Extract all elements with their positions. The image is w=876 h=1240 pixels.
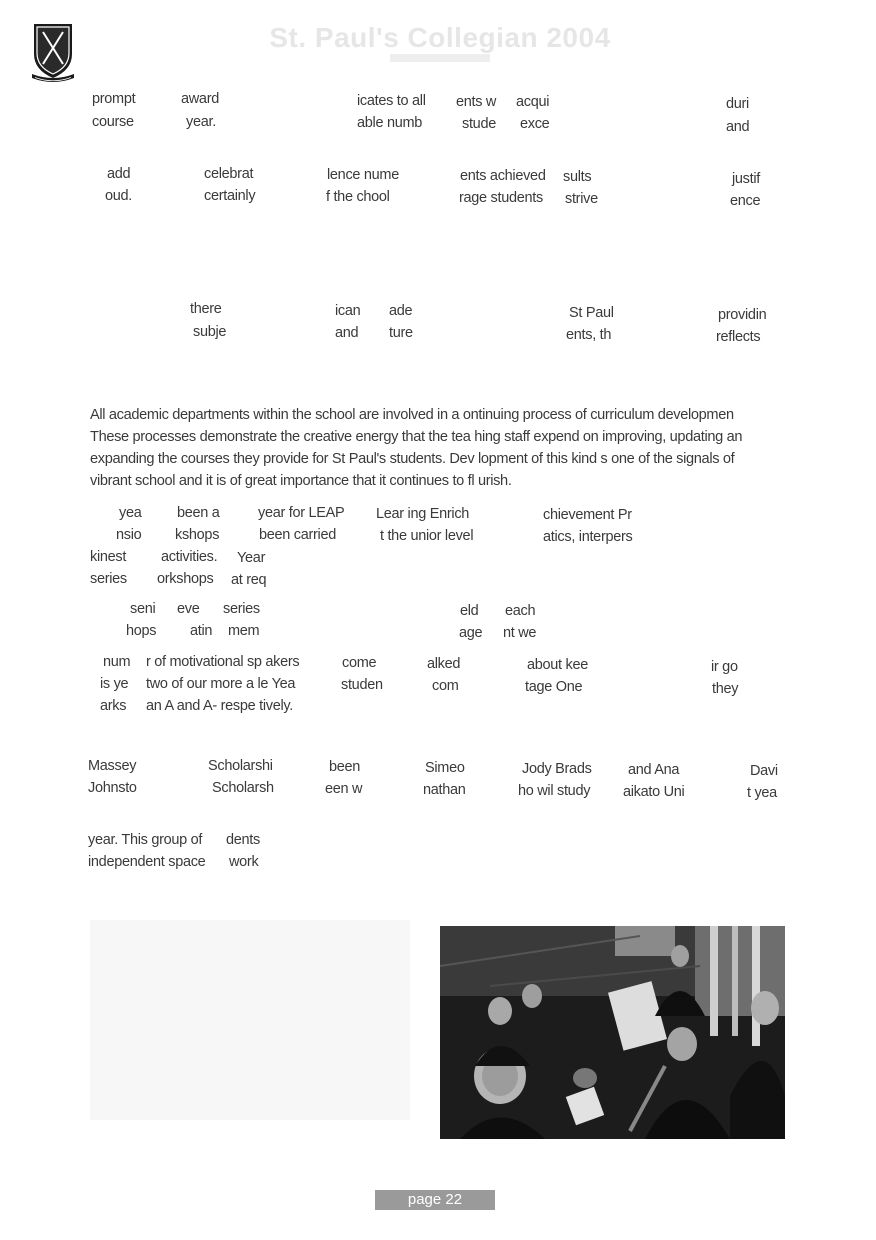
text-fragment: activities. — [161, 549, 218, 565]
text-fragment: num — [103, 654, 131, 670]
text-fragment: Scholarsh — [212, 780, 274, 796]
paragraph-line: vibrant school and it is of great importance that it continues to fl urish. — [90, 473, 512, 489]
text-fragment: year. — [186, 114, 216, 130]
text-fragment: there — [190, 301, 222, 317]
text-fragment: alked — [427, 656, 461, 672]
text-fragment: exce — [520, 116, 550, 132]
text-fragment: duri — [726, 96, 749, 112]
text-fragment: been a — [177, 505, 220, 521]
text-fragment: reflects — [716, 329, 761, 345]
text-fragment: St Paul — [569, 305, 614, 321]
text-fragment: providin — [718, 307, 767, 323]
text-fragment: age — [459, 625, 483, 641]
school-crest-logo — [30, 20, 76, 86]
publication-title: St. Paul's Collegian 2004 — [269, 22, 611, 53]
text-fragment: ents w — [456, 94, 497, 110]
text-fragment: nathan — [423, 782, 466, 798]
text-fragment: nt we — [503, 625, 537, 641]
text-fragment: and Ana — [628, 762, 680, 778]
text-fragment: add — [107, 166, 131, 182]
text-fragment: hops — [126, 623, 157, 639]
text-fragment: Jody Brads — [522, 761, 592, 777]
text-fragment: rage students — [459, 190, 543, 206]
text-fragment: each — [505, 603, 536, 619]
text-fragment: com — [432, 678, 459, 694]
text-fragment: yea — [119, 505, 142, 521]
text-fragment: stude — [462, 116, 496, 132]
text-fragment: is ye — [100, 676, 129, 692]
text-fragment: strive — [565, 191, 598, 207]
text-fragment: two of our more a le Yea — [146, 676, 296, 692]
text-fragment: tage One — [525, 679, 583, 695]
text-fragment: arks — [100, 698, 127, 714]
text-fragment: and — [726, 119, 750, 135]
text-fragment: aikato Uni — [623, 784, 685, 800]
text-fragment: seni — [130, 601, 156, 617]
text-fragment: at req — [231, 572, 267, 588]
paragraph-line: All academic departments within the school are involved in a ontinuing process of curriculum developmen — [90, 407, 734, 423]
text-fragment: justif — [732, 171, 761, 187]
text-fragment: kshops — [175, 527, 220, 543]
text-fragment: subje — [193, 324, 227, 340]
text-fragment: been carried — [259, 527, 337, 543]
text-fragment: r of motivational sp akers — [146, 654, 300, 670]
text-fragment: certainly — [204, 188, 256, 204]
text-fragment: series — [223, 601, 260, 617]
text-fragment: about kee — [527, 657, 588, 673]
text-fragment: acqui — [516, 94, 550, 110]
text-fragment: Scholarshi — [208, 758, 273, 774]
text-fragment: lence nume — [327, 167, 399, 183]
text-fragment: year for LEAP — [258, 505, 345, 521]
text-fragment: mem — [228, 623, 260, 639]
text-fragment: kinest — [90, 549, 127, 565]
text-fragment: icates to all — [357, 93, 426, 109]
text-fragment: Simeo — [425, 760, 465, 776]
text-fragment: eld — [460, 603, 479, 619]
text-fragment: an A and A- respe tively. — [146, 698, 293, 714]
text-fragment: orkshops — [157, 571, 214, 587]
text-fragment: been — [329, 759, 361, 775]
paragraph-line: expanding the courses they provide for St Paul's students. Dev lopment of this kind s one of the signals of — [90, 451, 735, 467]
text-fragment: een w — [325, 781, 363, 797]
text-fragment: dents — [226, 832, 260, 848]
text-fragment: Johnsto — [88, 780, 137, 796]
text-fragment: prompt — [92, 91, 136, 107]
text-fragment: course — [92, 114, 134, 130]
text-fragment: and — [335, 325, 359, 341]
text-fragment: ir go — [711, 659, 738, 675]
text-fragment: oud. — [105, 188, 133, 204]
text-fragment: atics, interpers — [543, 529, 633, 545]
faded-caption-block — [90, 920, 410, 1120]
paragraph-line: These processes demonstrate the creative energy that the tea hing staff expend on improving, updating an — [90, 429, 743, 445]
text-fragment: ents achieved — [460, 168, 546, 184]
text-fragment: Year — [237, 550, 266, 566]
text-fragment: t yea — [747, 785, 777, 801]
text-fragment: sults — [563, 169, 592, 185]
text-fragment: f the chool — [326, 189, 390, 205]
text-fragment: award — [181, 91, 219, 107]
school-band-photo — [440, 926, 785, 1139]
text-fragment: work — [229, 854, 259, 870]
header-subtitle-faded — [390, 54, 490, 62]
text-fragment: chievement Pr — [543, 507, 632, 523]
text-fragment: atin — [190, 623, 213, 639]
text-fragment: ican — [335, 303, 361, 319]
text-fragment: year. This group of — [88, 832, 203, 848]
text-fragment: ents, th — [566, 327, 612, 343]
text-fragment: eve — [177, 601, 200, 617]
text-fragment: t the unior level — [380, 528, 474, 544]
text-fragment: they — [712, 681, 739, 697]
text-fragment: ho wil study — [518, 783, 591, 799]
text-fragment: independent space — [88, 854, 206, 870]
text-fragment: nsio — [116, 527, 142, 543]
text-fragment: Davi — [750, 763, 778, 779]
text-fragment: ture — [389, 325, 413, 341]
text-fragment: Massey — [88, 758, 137, 774]
text-fragment: ence — [730, 193, 761, 209]
text-fragment: celebrat — [204, 166, 254, 182]
page-number-label: page 22 — [375, 1190, 495, 1210]
curriculum-paragraph — [90, 404, 790, 492]
text-fragment: Lear ing Enrich — [376, 506, 470, 522]
text-fragment: series — [90, 571, 127, 587]
text-fragment: ade — [389, 303, 413, 319]
text-fragment: studen — [341, 677, 383, 693]
text-fragment: come — [342, 655, 377, 671]
text-fragment: able numb — [357, 115, 423, 131]
